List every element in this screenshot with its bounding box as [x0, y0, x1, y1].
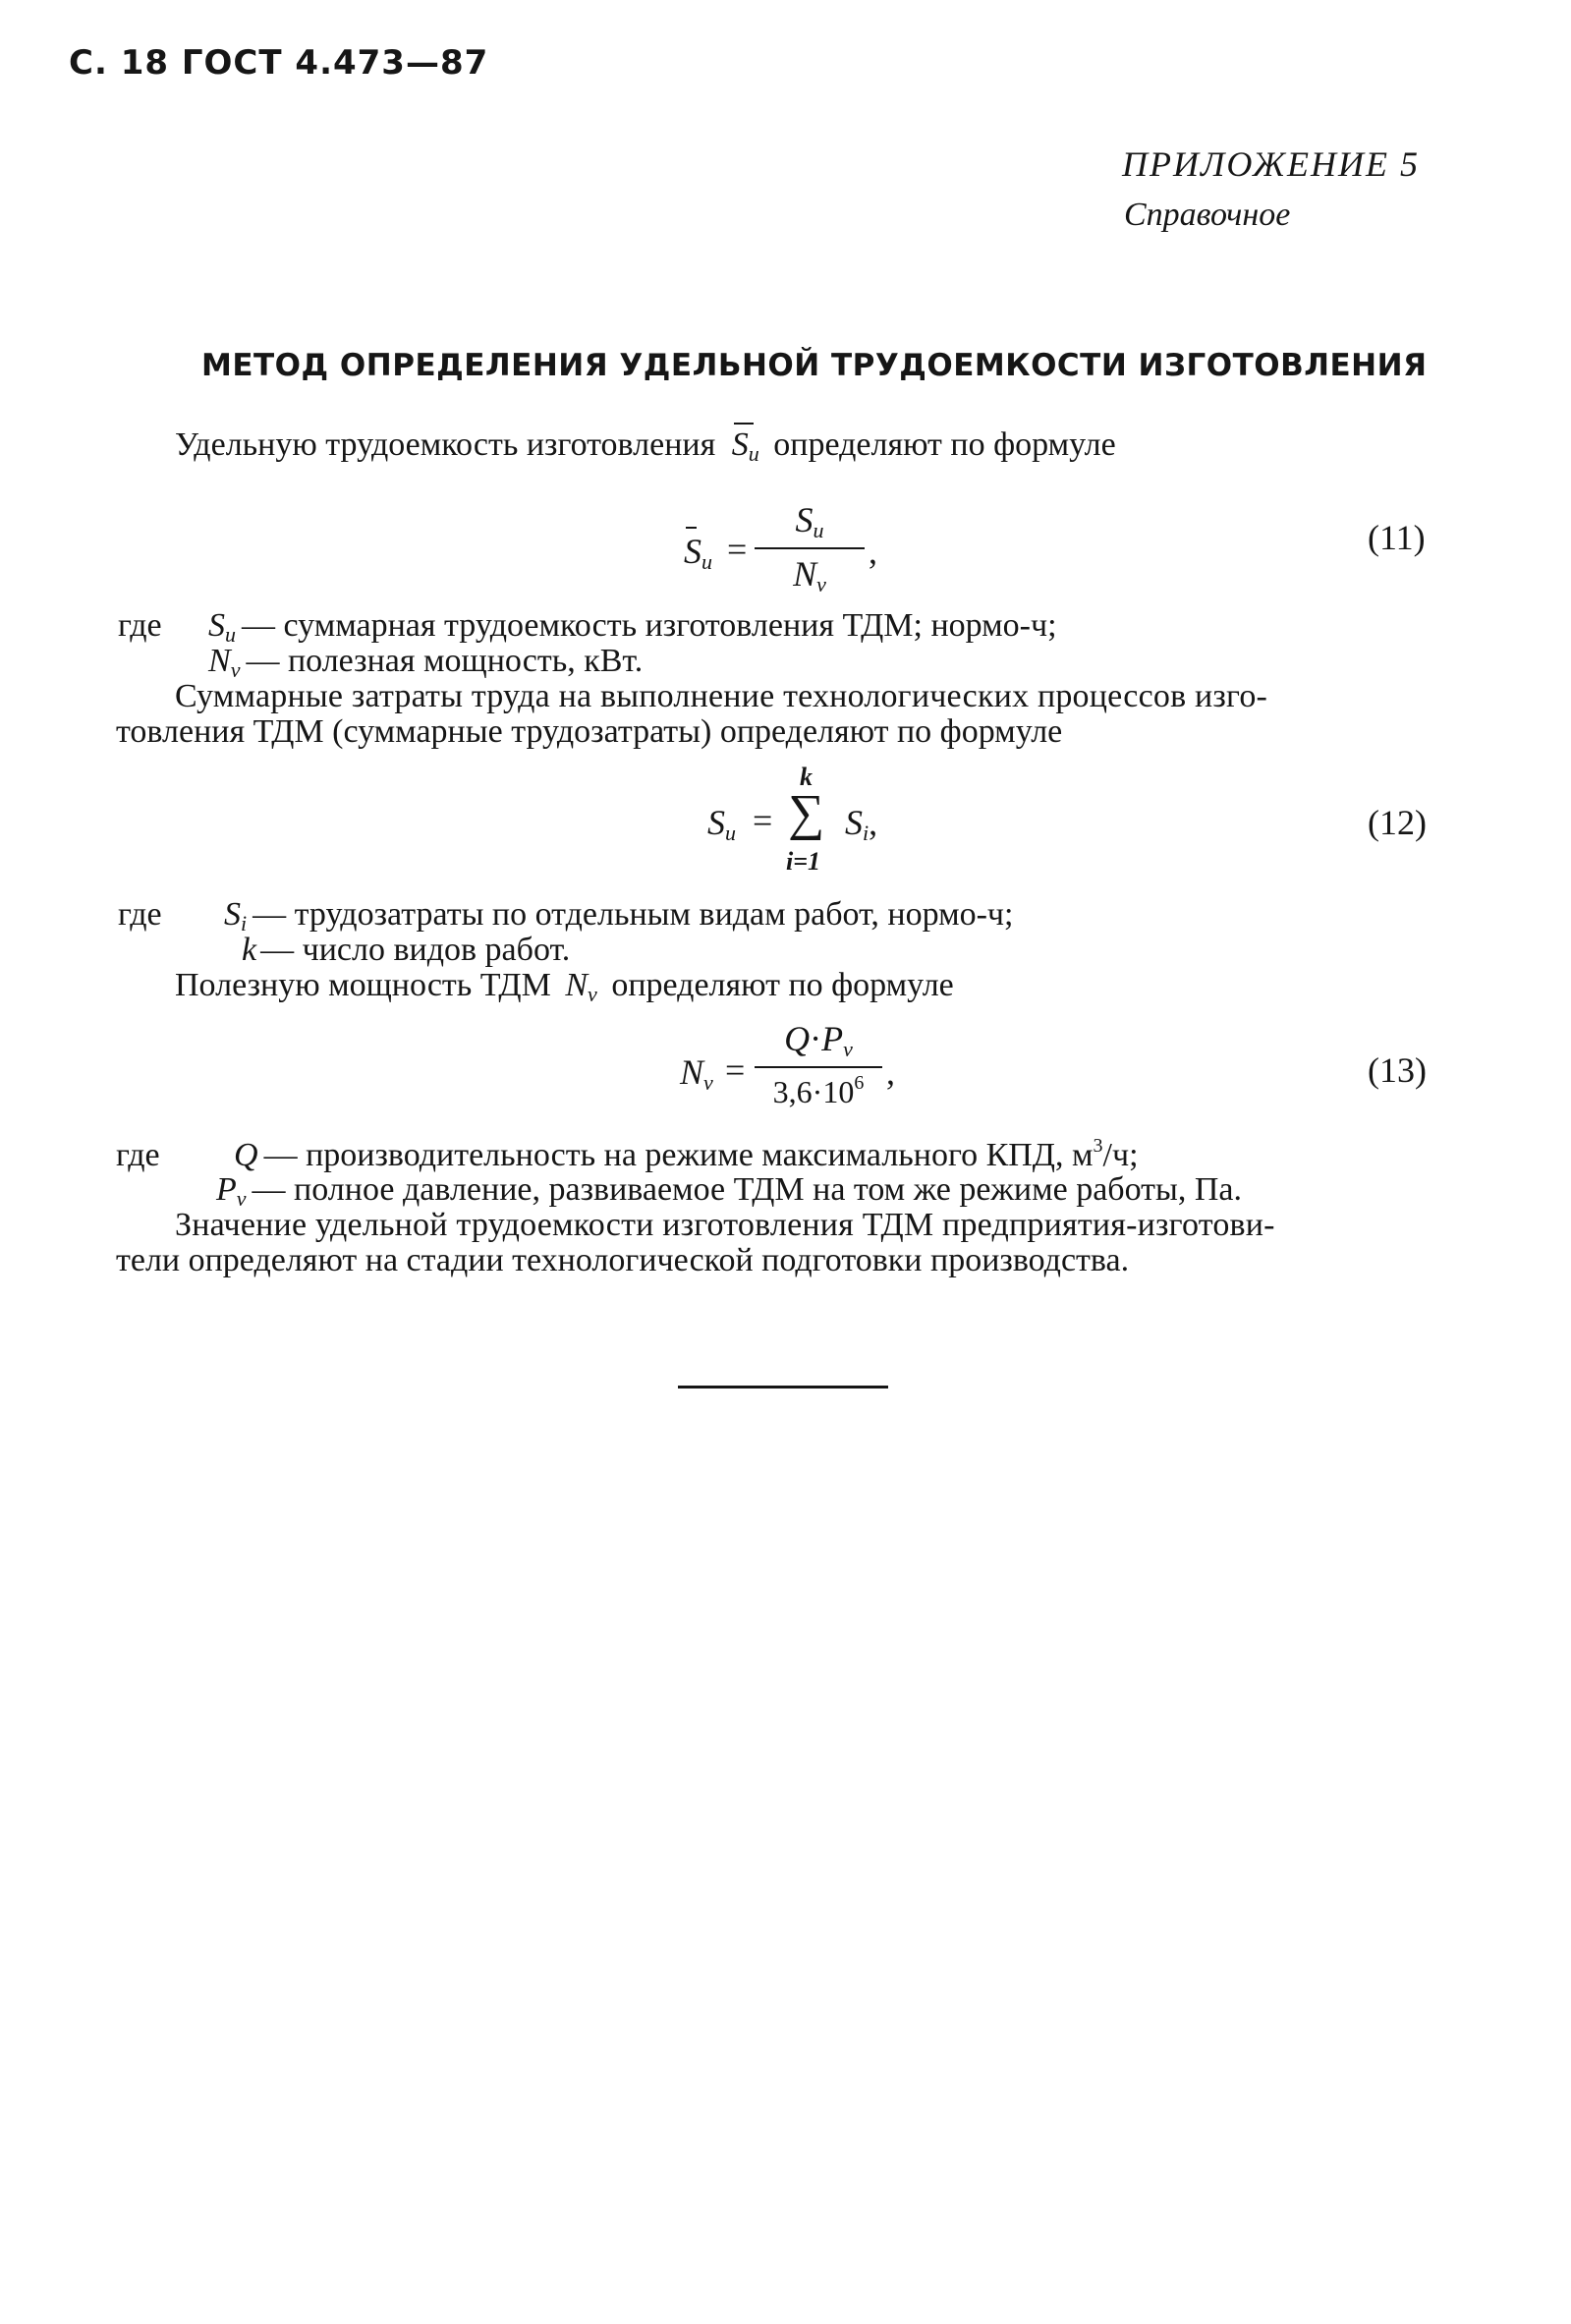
para-4-line-2: тели определяют на стадии технологической подготовки производства.: [116, 1242, 1130, 1278]
intro-symbol: $S_и$: [732, 426, 768, 463]
formula-13: $N_v$ = $Q\cdot P_v$ $3,6\cdot 10^6$ ,: [680, 1019, 895, 1109]
where-13-row-1: где Q — производительность на режиме максимального КПД, $м^3/ч$;: [116, 1135, 1139, 1173]
para-2-line-1: Суммарные затраты труда на выполнение технологических процессов изго-: [175, 678, 1268, 714]
where-11-row-1: где $S_и$ — суммарная трудоемкость изготовления ТДМ; нормо-ч;: [118, 607, 1057, 647]
formula-12-number: (12): [1368, 803, 1427, 842]
para-4-line-1: Значение удельной трудоемкости изготовления ТДМ предприятия-изготови-: [175, 1207, 1275, 1243]
where-13-row-2: $P_v$ — полное давление, развиваемое ТДМ на том же режиме работы, Па.: [216, 1171, 1242, 1211]
where-11-row-2: $N_v$ — полезная мощность, кВт.: [208, 643, 644, 682]
sum-symbol: ∑: [788, 785, 825, 841]
intro-text: Удельную трудоемкость изготовления: [175, 426, 716, 463]
formula-11: $S_и$ = $S_и$ $N_v$ ,: [684, 500, 877, 596]
para-2-line-2: товления ТДМ (суммарные трудозатраты) определяют по формуле: [116, 713, 1063, 750]
formula-11-fraction: $S_и$ $N_v$: [755, 499, 865, 597]
para-3: Полезную мощность ТДМ $N_v$ определяют по формуле: [175, 967, 954, 1006]
end-divider: [678, 1386, 888, 1389]
formula-12: $S_и$ = k ∑ i=1 $S_i$,: [707, 763, 878, 876]
intro-line: [175, 428, 1116, 465]
formula-13-number: (13): [1368, 1050, 1427, 1090]
where-12-row-2: k — число видов работ.: [242, 932, 571, 968]
formula-13-fraction: $Q\cdot P_v$ $3,6\cdot 10^6$: [755, 1018, 882, 1110]
intro-tail: определяют по формуле: [773, 426, 1116, 463]
appendix-kind: Справочное: [1124, 197, 1291, 233]
formula-11-lhs: $S_и$: [684, 531, 712, 575]
formula-11-number: (11): [1368, 518, 1426, 557]
appendix-label: ПРИЛОЖЕНИЕ 5: [1122, 144, 1420, 184]
section-title: МЕТОД ОПРЕДЕЛЕНИЯ УДЕЛЬНОЙ ТРУДОЕМКОСТИ ИЗГОТОВЛЕНИЯ: [201, 348, 1428, 383]
page-header: С. 18 ГОСТ 4.473—87: [69, 43, 489, 83]
where-12-row-1: где $S_i$ — трудозатраты по отдельным видам работ, нормо-ч;: [118, 896, 1014, 935]
